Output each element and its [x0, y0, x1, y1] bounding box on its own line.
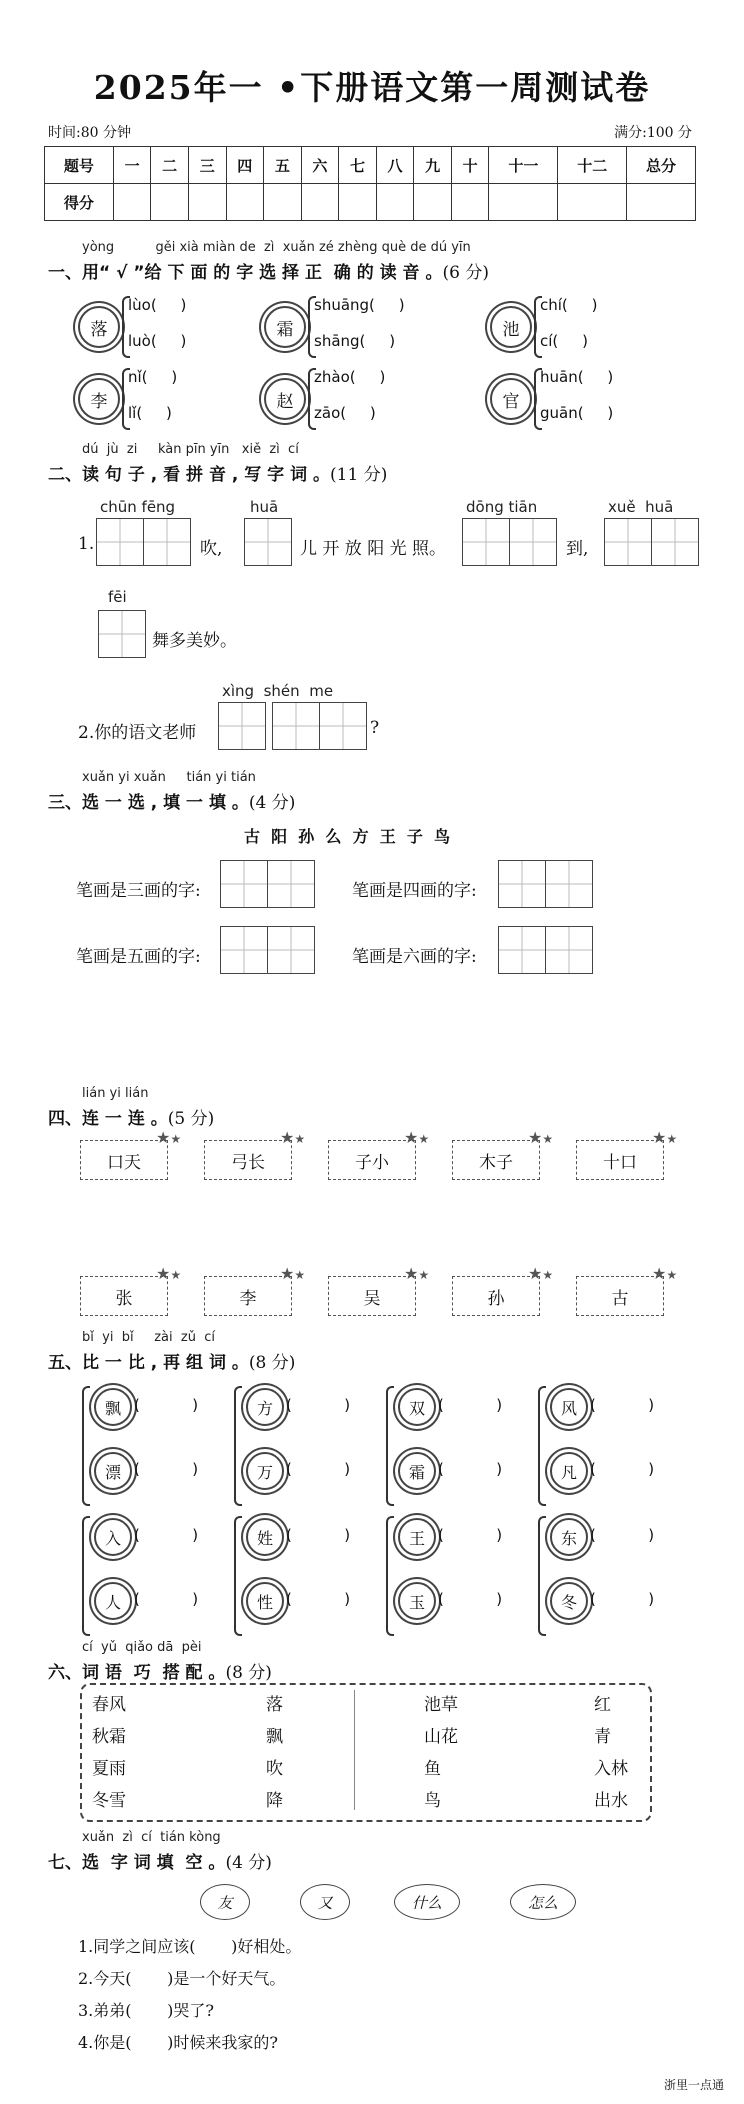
char-ring: 玉	[398, 1582, 436, 1620]
s3-char-list: 古 阳 孙 么 方 王 子 鸟	[244, 827, 450, 846]
grid-cell[interactable]	[462, 518, 510, 566]
score-cell[interactable]	[451, 184, 489, 221]
pinyin-option[interactable]: zāo( )	[314, 404, 376, 422]
writing-grid[interactable]	[220, 926, 315, 974]
star-icon: ★★	[280, 1264, 306, 1283]
pinyin-option[interactable]: shāng( )	[314, 332, 396, 350]
score-cell[interactable]	[301, 184, 339, 221]
brace	[234, 1516, 242, 1636]
s7-title	[48, 1848, 272, 1873]
q1-pinyin-2: huā	[250, 498, 279, 516]
score-cell[interactable]	[151, 184, 189, 221]
score-cell[interactable]	[376, 184, 414, 221]
score-cell[interactable]	[113, 184, 151, 221]
char-ring: 凡	[550, 1452, 588, 1490]
word-blank[interactable]: ( )	[134, 1526, 199, 1544]
star-icon: ★★	[528, 1264, 554, 1283]
word-blank[interactable]: ( )	[590, 1590, 655, 1608]
score-header: 六	[301, 147, 339, 184]
brace	[82, 1386, 90, 1506]
grid-cell[interactable]	[218, 702, 266, 750]
q2-text: 2.你的语文老师	[78, 723, 197, 743]
writing-grid[interactable]	[604, 518, 699, 566]
char-ring: 漂	[94, 1452, 132, 1490]
word-blank[interactable]: ( )	[286, 1526, 351, 1544]
s5-title-text: 五、比 一 比 , 再 组 词 。	[48, 1353, 249, 1373]
pinyin-option[interactable]: cí( )	[540, 332, 588, 350]
word-blank[interactable]: ( )	[438, 1590, 503, 1608]
fill-question[interactable]: 4.你是( )时候来我家的?	[78, 2033, 278, 2052]
grid-cell[interactable]	[545, 860, 593, 908]
s3-label-3: 笔画是三画的字:	[76, 881, 201, 901]
match-box-top[interactable]: 子小	[328, 1140, 416, 1180]
s2-title-text: 二、读 句 子 , 看 拼 音 , 写 字 词 。	[48, 465, 331, 485]
match-box-top[interactable]: 弓长	[204, 1140, 292, 1180]
s3-title-text: 三、选 一 选 , 填 一 填 。	[48, 793, 249, 813]
q1-text-2: 儿 开 放 阳 光 照。	[300, 539, 447, 559]
s2-title	[48, 460, 387, 485]
writing-grid[interactable]	[96, 518, 191, 566]
s2-points: (11 分)	[330, 465, 388, 485]
s3-label-5: 笔画是五画的字:	[76, 947, 201, 967]
score-cell[interactable]	[414, 184, 452, 221]
match-word[interactable]: 出水	[594, 1791, 628, 1811]
grid-cell[interactable]	[244, 518, 292, 566]
star-icon: ★★	[528, 1128, 554, 1147]
grid-cell[interactable]	[220, 860, 268, 908]
writing-grid[interactable]	[220, 860, 315, 908]
s1-title	[48, 258, 489, 283]
match-word[interactable]: 鸟	[424, 1791, 441, 1811]
char-flower: 赵	[264, 378, 306, 420]
grid-cell[interactable]	[604, 518, 652, 566]
star-icon: ★★	[652, 1264, 678, 1283]
q1-pinyin-1: chūn fēng	[100, 498, 176, 516]
grid-cell[interactable]	[319, 702, 367, 750]
char-flower: 落	[78, 306, 120, 348]
full-score: 满分:100 分	[614, 125, 692, 141]
match-box-bottom[interactable]: 孙	[452, 1276, 540, 1316]
s7-pinyin: xuǎn zì cí tián kòng	[82, 1830, 221, 1845]
score-table-header-row	[45, 147, 696, 184]
match-word[interactable]: 山花	[424, 1727, 458, 1747]
star-icon: ★★	[404, 1264, 430, 1283]
score-cell[interactable]	[226, 184, 264, 221]
brace	[538, 1516, 546, 1636]
char-ring: 入	[94, 1518, 132, 1556]
word-blank[interactable]: ( )	[438, 1526, 503, 1544]
score-cell[interactable]	[339, 184, 377, 221]
word-blank[interactable]: ( )	[134, 1590, 199, 1608]
grid-cell[interactable]	[267, 860, 315, 908]
q2-end: ?	[370, 718, 380, 738]
s3-title	[48, 788, 295, 813]
word-blank[interactable]: ( )	[438, 1396, 503, 1414]
word-blank[interactable]: ( )	[134, 1396, 199, 1414]
star-icon: ★★	[156, 1128, 182, 1147]
match-word[interactable]: 夏雨	[92, 1759, 126, 1779]
grid-cell[interactable]	[220, 926, 268, 974]
match-box-bottom[interactable]: 吴	[328, 1276, 416, 1316]
grid-cell[interactable]	[651, 518, 699, 566]
watermark: 浙里一点通	[663, 2078, 724, 2092]
char-ring: 性	[246, 1582, 284, 1620]
word-blank[interactable]: ( )	[590, 1396, 655, 1414]
match-box-top[interactable]: 口天	[80, 1140, 168, 1180]
word-blank[interactable]: ( )	[286, 1460, 351, 1478]
score-header: 八	[376, 147, 414, 184]
match-word[interactable]: 落	[266, 1695, 283, 1715]
star-icon: ★★	[652, 1128, 678, 1147]
match-word[interactable]: 飘	[266, 1727, 283, 1747]
brace	[386, 1516, 394, 1636]
score-cell[interactable]	[188, 184, 226, 221]
s6-title-text: 六、词 语 巧 搭 配 。	[48, 1663, 226, 1683]
option-cloud[interactable]: 友	[200, 1884, 250, 1920]
score-cell[interactable]	[489, 184, 558, 221]
s4-title-text: 四、连 一 连 。	[48, 1109, 168, 1129]
grid-cell[interactable]	[96, 518, 144, 566]
option-cloud[interactable]: 什么	[394, 1884, 460, 1920]
brace	[82, 1516, 90, 1636]
match-word[interactable]: 吹	[266, 1759, 283, 1779]
s6-pinyin: cí yǔ qiǎo dā pèi	[82, 1640, 202, 1655]
match-word[interactable]: 青	[594, 1727, 611, 1747]
score-header: 十	[451, 147, 489, 184]
s3-pinyin: xuǎn yi xuǎn tián yi tián	[82, 770, 256, 785]
score-table	[44, 146, 696, 221]
score-header: 十一	[489, 147, 558, 184]
match-panel	[80, 1683, 652, 1822]
score-header: 总分	[627, 147, 696, 184]
score-cell[interactable]	[264, 184, 302, 221]
page-title: 2025年一 •下册语文第一周测试卷	[93, 68, 651, 107]
brace	[538, 1386, 546, 1506]
grid-cell[interactable]	[272, 702, 320, 750]
grid-cell[interactable]	[98, 610, 146, 658]
char-ring: 飘	[94, 1388, 132, 1426]
word-blank[interactable]: ( )	[590, 1460, 655, 1478]
fill-question[interactable]: 3.弟弟( )哭了?	[78, 2001, 214, 2020]
q1-pinyin-5: fēi	[108, 588, 127, 606]
grid-cell[interactable]	[498, 860, 546, 908]
pinyin-option[interactable]: chí( )	[540, 296, 598, 314]
pinyin-option[interactable]: huān( )	[540, 368, 614, 386]
option-cloud[interactable]: 又	[300, 1884, 350, 1920]
match-box-top[interactable]: 十口	[576, 1140, 664, 1180]
match-box-bottom[interactable]: 李	[204, 1276, 292, 1316]
s4-pinyin: lián yi lián	[82, 1086, 149, 1101]
q1-number: 1.	[78, 534, 95, 554]
fill-question[interactable]: 2.今天( )是一个好天气。	[78, 1969, 286, 1988]
char-ring: 冬	[550, 1582, 588, 1620]
grid-cell[interactable]	[545, 926, 593, 974]
match-word[interactable]: 冬雪	[92, 1791, 126, 1811]
char-ring: 姓	[246, 1518, 284, 1556]
s4-points: (5 分)	[167, 1109, 215, 1129]
char-flower: 池	[490, 306, 532, 348]
score-table-score-row	[45, 184, 696, 221]
star-icon: ★★	[280, 1128, 306, 1147]
star-icon: ★★	[404, 1128, 430, 1147]
s3-label-6: 笔画是六画的字:	[352, 947, 477, 967]
word-blank[interactable]: ( )	[438, 1460, 503, 1478]
pinyin-option[interactable]: zhào( )	[314, 368, 386, 386]
s6-points: (8 分)	[225, 1663, 272, 1683]
star-icon: ★★	[156, 1264, 182, 1283]
match-word[interactable]: 池草	[424, 1695, 458, 1715]
char-ring: 万	[246, 1452, 284, 1490]
char-ring: 东	[550, 1518, 588, 1556]
score-header: 四	[226, 147, 264, 184]
match-box-bottom[interactable]: 古	[576, 1276, 664, 1316]
s4-title	[48, 1104, 214, 1129]
s1-points: (6 分)	[442, 263, 489, 283]
grid-cell[interactable]	[509, 518, 557, 566]
char-ring: 双	[398, 1388, 436, 1426]
score-header: 一	[113, 147, 151, 184]
score-header: 七	[339, 147, 377, 184]
s7-points: (4 分)	[225, 1853, 272, 1873]
s7-title-text: 七、选 字 词 填 空 。	[48, 1853, 226, 1873]
score-header: 十二	[558, 147, 627, 184]
score-header: 题号	[45, 147, 114, 184]
char-flower: 李	[78, 378, 120, 420]
s1-title-text: 一、用“ √ ”给 下 面 的 字 选 择 正 确 的 读 音 。	[48, 263, 443, 283]
match-box-bottom[interactable]: 张	[80, 1276, 168, 1316]
match-divider	[354, 1690, 355, 1810]
match-word[interactable]: 入林	[594, 1759, 628, 1779]
pinyin-option[interactable]: lùo( )	[128, 296, 187, 314]
writing-grid[interactable]	[498, 860, 593, 908]
word-blank[interactable]: ( )	[286, 1396, 351, 1414]
word-blank[interactable]: ( )	[286, 1590, 351, 1608]
grid-cell[interactable]	[267, 926, 315, 974]
writing-grid[interactable]	[272, 702, 367, 750]
writing-grid[interactable]	[498, 926, 593, 974]
s3-label-4: 笔画是四画的字:	[352, 881, 477, 901]
brace	[386, 1386, 394, 1506]
s3-points: (4 分)	[248, 793, 296, 813]
q1-text-3: 到,	[566, 539, 589, 559]
score-header: 三	[188, 147, 226, 184]
match-word[interactable]: 春风	[92, 1695, 126, 1715]
score-cell[interactable]	[627, 184, 696, 221]
pinyin-option[interactable]: luò( )	[128, 332, 187, 350]
q1-text-1: 吹,	[200, 539, 223, 559]
score-header: 九	[414, 147, 452, 184]
score-cell[interactable]	[558, 184, 627, 221]
char-flower: 霜	[264, 306, 306, 348]
match-word[interactable]: 降	[266, 1791, 283, 1811]
s5-pinyin: bǐ yi bǐ zài zǔ cí	[82, 1330, 215, 1345]
brace	[234, 1386, 242, 1506]
match-word[interactable]: 红	[594, 1695, 611, 1715]
q1-pinyin-4: xuě huā	[608, 498, 674, 516]
s6-title	[48, 1658, 272, 1683]
match-word[interactable]: 鱼	[424, 1759, 441, 1779]
char-ring: 人	[94, 1582, 132, 1620]
char-ring: 风	[550, 1388, 588, 1426]
pinyin-option[interactable]: guān( )	[540, 404, 614, 422]
q1-text-4: 舞多美妙。	[152, 631, 237, 651]
s1-pinyin: yòng gěi xià miàn de zì xuǎn zé zhèng què de dú yīn	[82, 240, 471, 255]
word-blank[interactable]: ( )	[590, 1526, 655, 1544]
option-cloud[interactable]: 怎么	[510, 1884, 576, 1920]
s5-title	[48, 1348, 295, 1373]
fill-question[interactable]: 1.同学之间应该( )好相处。	[78, 1937, 302, 1956]
pinyin-option[interactable]: nǐ( )	[128, 368, 178, 386]
writing-grid[interactable]	[462, 518, 557, 566]
char-ring: 王	[398, 1518, 436, 1556]
match-word[interactable]: 秋霜	[92, 1727, 126, 1747]
word-blank[interactable]: ( )	[134, 1460, 199, 1478]
s2-pinyin: dú jù zi kàn pīn yīn xiě zì cí	[82, 442, 299, 457]
char-flower: 官	[490, 378, 532, 420]
q1-pinyin-3: dōng tiān	[466, 498, 538, 516]
char-ring: 方	[246, 1388, 284, 1426]
time-limit: 时间:80 分钟	[48, 125, 131, 141]
pinyin-option[interactable]: lǐ( )	[128, 404, 172, 422]
pinyin-option[interactable]: shuāng( )	[314, 296, 405, 314]
grid-cell[interactable]	[498, 926, 546, 974]
grid-cell[interactable]	[143, 518, 191, 566]
match-box-top[interactable]: 木子	[452, 1140, 540, 1180]
s5-points: (8 分)	[248, 1353, 296, 1373]
char-ring: 霜	[398, 1452, 436, 1490]
q2-pinyin: xìng shén me	[222, 682, 334, 700]
score-header: 二	[151, 147, 189, 184]
score-header: 五	[264, 147, 302, 184]
score-row-label: 得分	[45, 184, 114, 221]
